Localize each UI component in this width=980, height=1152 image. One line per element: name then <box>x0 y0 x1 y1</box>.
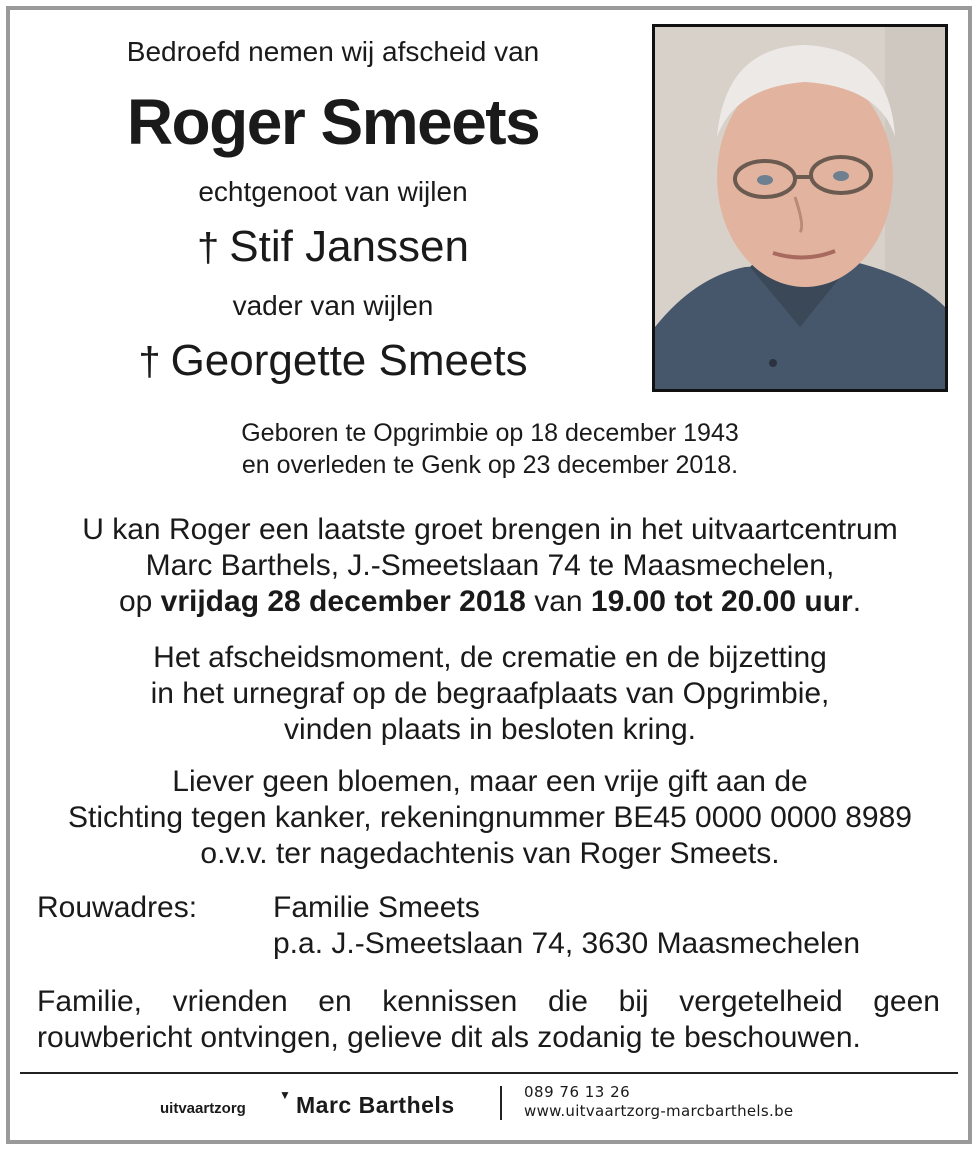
brand-arrow-icon: ▼ <box>279 1088 291 1102</box>
death-line: en overleden te Genk op 23 december 2018. <box>241 451 739 479</box>
footer-phone: 089 76 13 26 <box>524 1083 631 1101</box>
footer-divider <box>20 1072 958 1074</box>
brand-tagline: uitvaartzorg <box>160 1100 246 1117</box>
footer-website: www.uitvaartzorg-marcbarthels.be <box>524 1102 794 1120</box>
visitation-time: 19.00 tot 20.00 uur <box>590 585 853 618</box>
closing-note: Familie, vrienden en kennissen die bij vergetelheid geen rouwbericht ontvingen, gelieve dit als zodanig te beschouwen. <box>37 985 940 1054</box>
child-name-line <box>60 336 606 386</box>
portrait-photo <box>652 24 948 392</box>
child-name: Georgette Smeets <box>170 336 528 385</box>
visitation-line-3 <box>20 584 960 620</box>
visitation-paragraph <box>20 512 960 620</box>
deceased-name: Roger Smeets <box>126 86 540 158</box>
birth-line: Geboren te Opgrimbie op 18 december 1943 <box>241 419 739 447</box>
intro-line: Bedroefd nemen wij afscheid van <box>126 36 540 67</box>
brand-name: Marc Barthels <box>296 1092 455 1118</box>
visitation-line-2: Marc Barthels, J.-Smeetslaan 74 te Maasmechelen, <box>145 549 835 582</box>
visitation-date: vrijdag 28 december 2018 <box>160 585 526 618</box>
ceremony-line-2: in het urnegraf op de begraafplaats van Opgrimbie, <box>150 677 830 710</box>
cross-icon: † <box>138 340 161 384</box>
visitation-suffix: . <box>852 585 862 618</box>
donation-line-1: Liever geen bloemen, maar een vrije gift aan de <box>172 765 808 798</box>
cross-icon: † <box>197 226 220 270</box>
ceremony-line-3: vinden plaats in besloten kring. <box>284 713 696 746</box>
life-dates <box>160 417 820 481</box>
donation-line-2: Stichting tegen kanker, rekeningnummer BE45 0000 0000 8989 <box>68 801 912 834</box>
footer-separator <box>500 1086 502 1120</box>
address-label: Rouwadres: <box>37 891 198 924</box>
visitation-prefix: op <box>118 585 161 618</box>
address-family: Familie Smeets <box>273 891 480 924</box>
spouse-name-line <box>60 222 606 272</box>
footer <box>0 1078 980 1128</box>
visitation-line-1: U kan Roger een laatste groet brengen in het uitvaartcentrum <box>82 513 898 546</box>
relation-spouse-label: echtgenoot van wijlen <box>198 176 468 207</box>
portrait-illustration <box>655 27 945 389</box>
donation-line-3: o.v.v. ter nagedachtenis van Roger Smeets. <box>200 837 780 870</box>
donation-paragraph <box>20 764 960 872</box>
ceremony-paragraph <box>20 640 960 748</box>
spouse-name: Stif Janssen <box>229 222 469 271</box>
relation-child-label: vader van wijlen <box>232 290 434 321</box>
ceremony-line-1: Het afscheidsmoment, de crematie en de bijzetting <box>153 641 827 674</box>
address-street: p.a. J.-Smeetslaan 74, 3630 Maasmechelen <box>273 927 861 960</box>
visitation-mid: van <box>525 585 591 618</box>
